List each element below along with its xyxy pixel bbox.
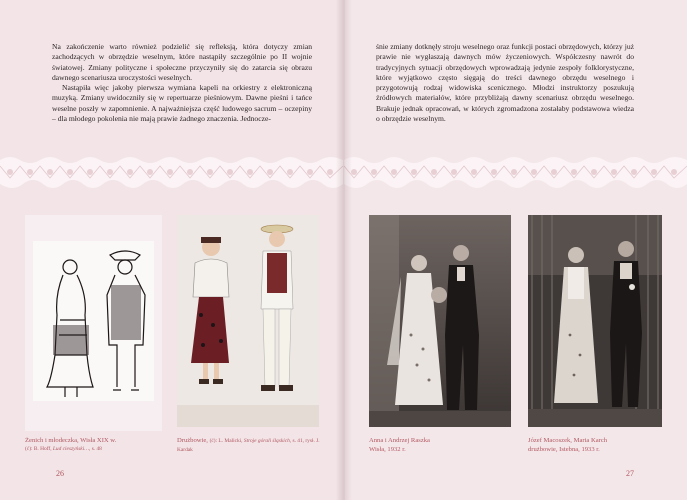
druzbowie-illustration [177, 215, 319, 427]
source-prefix-1: (ć): B. Hoff, [25, 445, 53, 452]
right-paragraph-1: śnie zmiany dotknęły stroju weselnego oraz funkcji postaci obrzędowych, którzy już prawie nie wygłaszają dawnych mów życzeniowych. Współczesny nawrót do tradycyjnych sytuacji obrzędowych wprowadzają jedynie zespoły folklorystyczne, które wyjątkowo często sięgają do treści dawnego obrzędu weselnego i przygotowują rodzaj widowiska scenicznego. Młodzi instruktorzy poszukują źródłowych materiałów, które przybliżają dawny scenariusz obrzędu weselnego. Brakuje jednak opracowań, w których zgromadzona zostałaby podstawowa wiedza o obrzędzie weselnym. [376, 42, 634, 124]
left-text-block [52, 42, 312, 124]
caption-line2-4: drużbowie, Istebna, 1933 r. [528, 445, 600, 453]
right-text-block [376, 42, 634, 124]
page-number-left: 26 [56, 469, 64, 478]
caption-title-1: Żenich i młodeczka, Wisła XIX w. [25, 437, 117, 444]
source-suffix-2: , s. 41, rysł. J. Kardak [177, 438, 320, 453]
caption-text-2: Drużbowie, [177, 437, 210, 444]
left-page [0, 0, 343, 500]
left-paragraph-1: Na zakończenie warto również podzielić się refleksją, która dotyczy zmian zachodzących w obrzędzie weselnym, które nastąpiły szczególnie po II wojnie światowej. Zmiany polityczne i społeczne przyczyniły się do zatarcia się obrazu dawnego scenariusza uroczystości weselnych. [52, 42, 312, 82]
caption-line2-3: Wisła, 1932 r. [369, 445, 406, 453]
page-number-right: 27 [626, 469, 634, 478]
raszka-photo [369, 215, 511, 427]
caption-title-4: Józef Macoszek, Maria Karch [528, 437, 608, 444]
source-suffix-1: , s. 48 [89, 445, 102, 452]
source-prefix-2: (ć): L. Malicki, [209, 438, 244, 444]
right-page [344, 0, 687, 500]
engraving-image [25, 215, 162, 431]
lace-border-right [344, 154, 687, 194]
lace-border-left [0, 154, 343, 194]
caption-figure-3 [369, 437, 511, 454]
macoszek-photo [528, 215, 662, 427]
left-paragraph-2: Nastąpiła więc jakoby pierwsza wymiana kapeli na orkiestry z elektroniczną muzyką. Zmiany uwidoczniły się w repertuarze pieśniowym. Dawne pieśni i tańce weselne poszły w zapomnienie. A najważniejsza część ludowego sacrum – oczepiny – dla młodego pokolenia nie mają prawie żadnego znaczenia. Jednocze- [52, 83, 312, 124]
caption-source-1 [25, 446, 165, 454]
caption-figure-4 [528, 437, 668, 454]
source-title-2: Stroje górali śląskich [243, 438, 290, 444]
source-title-1: Lud cieszyński… [52, 445, 89, 452]
caption-figure-1 [25, 437, 165, 453]
caption-title-3: Anna i Andrzej Raszka [369, 437, 430, 444]
caption-figure-2 [177, 437, 323, 454]
caption-title-2 [177, 437, 323, 454]
